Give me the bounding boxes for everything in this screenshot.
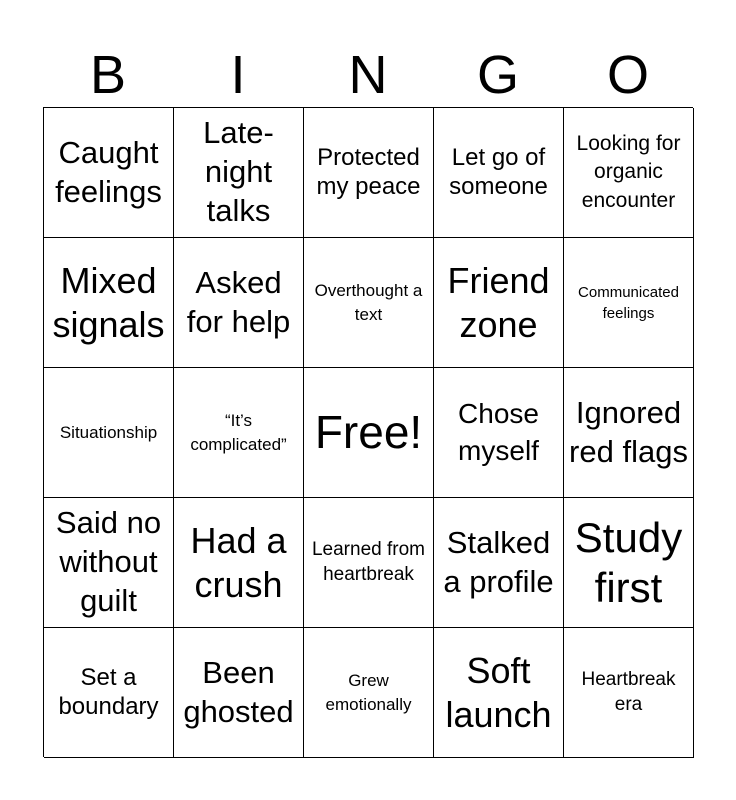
cell-text: Situationship <box>59 422 158 442</box>
cell-text: Learned from heartbreak <box>311 538 425 585</box>
cell-text: Chose myself <box>458 398 539 466</box>
bingo-cell[interactable] <box>44 368 174 498</box>
cell-text: Heartbreak era <box>581 668 676 715</box>
bingo-header <box>43 44 693 106</box>
cell-text: Study first <box>574 513 683 611</box>
cell-text: Mixed signals <box>52 260 165 345</box>
free-cell[interactable] <box>304 368 434 498</box>
bingo-cell[interactable] <box>304 238 434 368</box>
bingo-cell[interactable] <box>174 628 304 758</box>
bingo-cell[interactable] <box>434 238 564 368</box>
bingo-cell[interactable] <box>304 498 434 628</box>
bingo-cell[interactable] <box>304 108 434 238</box>
bingo-cell[interactable] <box>564 108 694 238</box>
cell-text: Friend zone <box>447 260 550 345</box>
bingo-cell[interactable] <box>174 238 304 368</box>
header-letter-n: N <box>348 45 388 105</box>
cell-text: Looking for organic encounter <box>576 131 681 212</box>
bingo-cell[interactable] <box>44 628 174 758</box>
bingo-cell[interactable] <box>564 238 694 368</box>
bingo-cell[interactable] <box>434 368 564 498</box>
cell-text: Had a crush <box>190 520 287 605</box>
header-letter-b: B <box>89 45 127 105</box>
free-cell-text: Free! <box>314 406 423 459</box>
header-letter-o: O <box>606 45 649 105</box>
cell-text: Asked for help <box>186 264 291 339</box>
bingo-cell[interactable] <box>304 628 434 758</box>
bingo-cell[interactable] <box>434 628 564 758</box>
cell-text: Communicated feelings <box>578 283 679 322</box>
cell-text: Late-night talks <box>203 115 274 228</box>
cell-text: Caught feelings <box>55 134 162 209</box>
cell-text: Protected my peace <box>316 143 421 200</box>
cell-text: Stalked a profile <box>443 524 554 599</box>
bingo-cell[interactable] <box>564 498 694 628</box>
bingo-cell[interactable] <box>564 628 694 758</box>
cell-text: Ignored red flags <box>569 394 688 469</box>
bingo-cell[interactable] <box>174 498 304 628</box>
cell-text: Soft launch <box>445 650 552 735</box>
header-letter-i: I <box>230 45 246 105</box>
bingo-board <box>43 107 693 757</box>
cell-text: Set a boundary <box>58 663 159 720</box>
bingo-cell[interactable] <box>174 108 304 238</box>
cell-text: Let go of someone <box>449 143 548 200</box>
cell-text: “It’s complicated” <box>190 410 287 454</box>
cell-text: Overthought a text <box>314 280 423 324</box>
bingo-cell[interactable] <box>434 498 564 628</box>
bingo-cell[interactable] <box>434 108 564 238</box>
bingo-cell[interactable] <box>564 368 694 498</box>
cell-text: Grew emotionally <box>325 670 412 714</box>
bingo-cell[interactable] <box>44 238 174 368</box>
header-letter-g: G <box>476 45 519 105</box>
cell-text: Said no without guilt <box>55 505 162 618</box>
bingo-cell[interactable] <box>44 498 174 628</box>
bingo-cell[interactable] <box>174 368 304 498</box>
cell-text: Been ghosted <box>183 654 294 729</box>
bingo-cell[interactable] <box>44 108 174 238</box>
